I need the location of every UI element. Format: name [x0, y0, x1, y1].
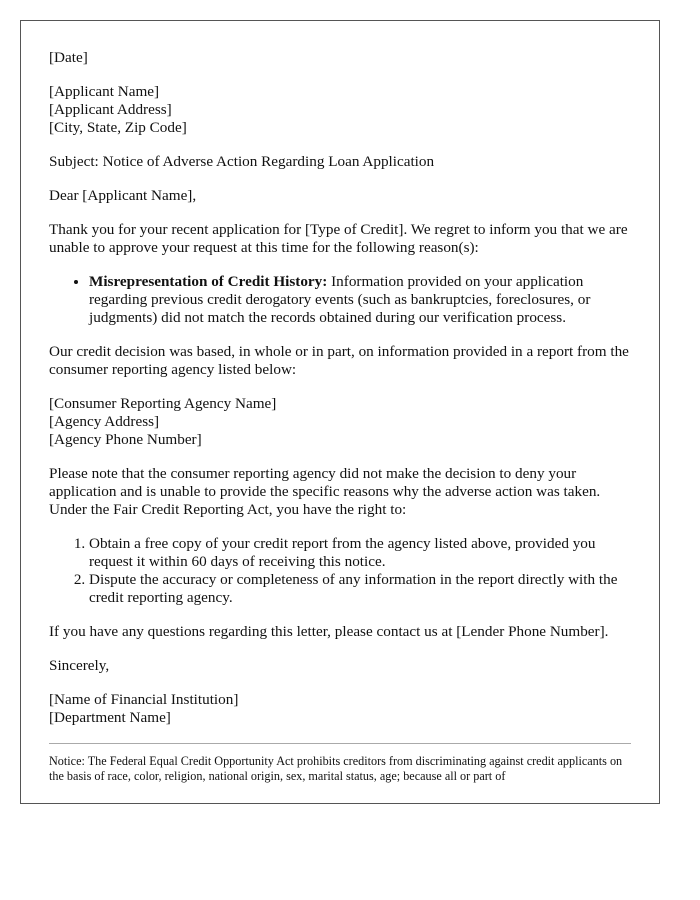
- recipient-name: [Applicant Name]: [49, 83, 160, 100]
- agency-note: Please note that the consumer reporting agency did not make the decision to deny your application and is unable to provide the specific reasons why the adverse action was taken. Under the Fair Credit Reporting Act, you have the right to:: [49, 465, 601, 518]
- reason-item: [89, 273, 631, 327]
- letter-date: [Date]: [49, 49, 88, 66]
- notice-divider: [49, 743, 631, 744]
- recipient-block: [49, 83, 631, 137]
- letter-subject: Subject: Notice of Adverse Action Regarding Loan Application: [49, 153, 435, 170]
- letter-salutation: Dear [Applicant Name],: [49, 187, 197, 204]
- reasons-list: [49, 273, 631, 327]
- letter-closing: Sincerely,: [49, 657, 110, 674]
- recipient-address: [Applicant Address]: [49, 101, 172, 118]
- signature-department: [Department Name]: [49, 709, 171, 726]
- rights-list: [49, 535, 631, 607]
- rights-item: 1. Obtain a free copy of your credit report from the agency listed above, provided you request it within 60 days of receiving this notice.: [89, 535, 631, 571]
- agency-block: [49, 395, 631, 449]
- letter-intro: Thank you for your recent application for [Type of Credit]. We regret to inform you that we are unable to approve your request at this time for the following reason(s):: [49, 221, 628, 256]
- reason-text: Information provided on your application regarding previous credit derogatory events (such as bankruptcies, foreclosures, or judgments) did not match the records obtained during our verification process.: [89, 273, 591, 326]
- rights-item: 2. Dispute the accuracy or completeness of any information in the report directly with the credit reporting agency.: [89, 571, 631, 607]
- signature-institution: [Name of Financial Institution]: [49, 691, 239, 708]
- letter-page: [20, 20, 660, 804]
- agency-name: [Consumer Reporting Agency Name]: [49, 395, 277, 412]
- agency-phone: [Agency Phone Number]: [49, 431, 202, 448]
- reason-title: Misrepresentation of Credit History:: [89, 273, 328, 290]
- questions-paragraph: If you have any questions regarding this letter, please contact us at [Lender Phone Number].: [49, 623, 609, 640]
- agency-address: [Agency Address]: [49, 413, 160, 430]
- ecoa-notice: Notice: The Federal Equal Credit Opportunity Act prohibits creditors from discriminating against credit applicants on the basis of race, color, religion, national origin, sex, marital status, age; because all or part of: [49, 754, 623, 783]
- decision-basis: Our credit decision was based, in whole or in part, on information provided in a report from the consumer reporting agency listed below:: [49, 343, 629, 378]
- recipient-city-state-zip: [City, State, Zip Code]: [49, 119, 187, 136]
- signature-block: [49, 691, 631, 727]
